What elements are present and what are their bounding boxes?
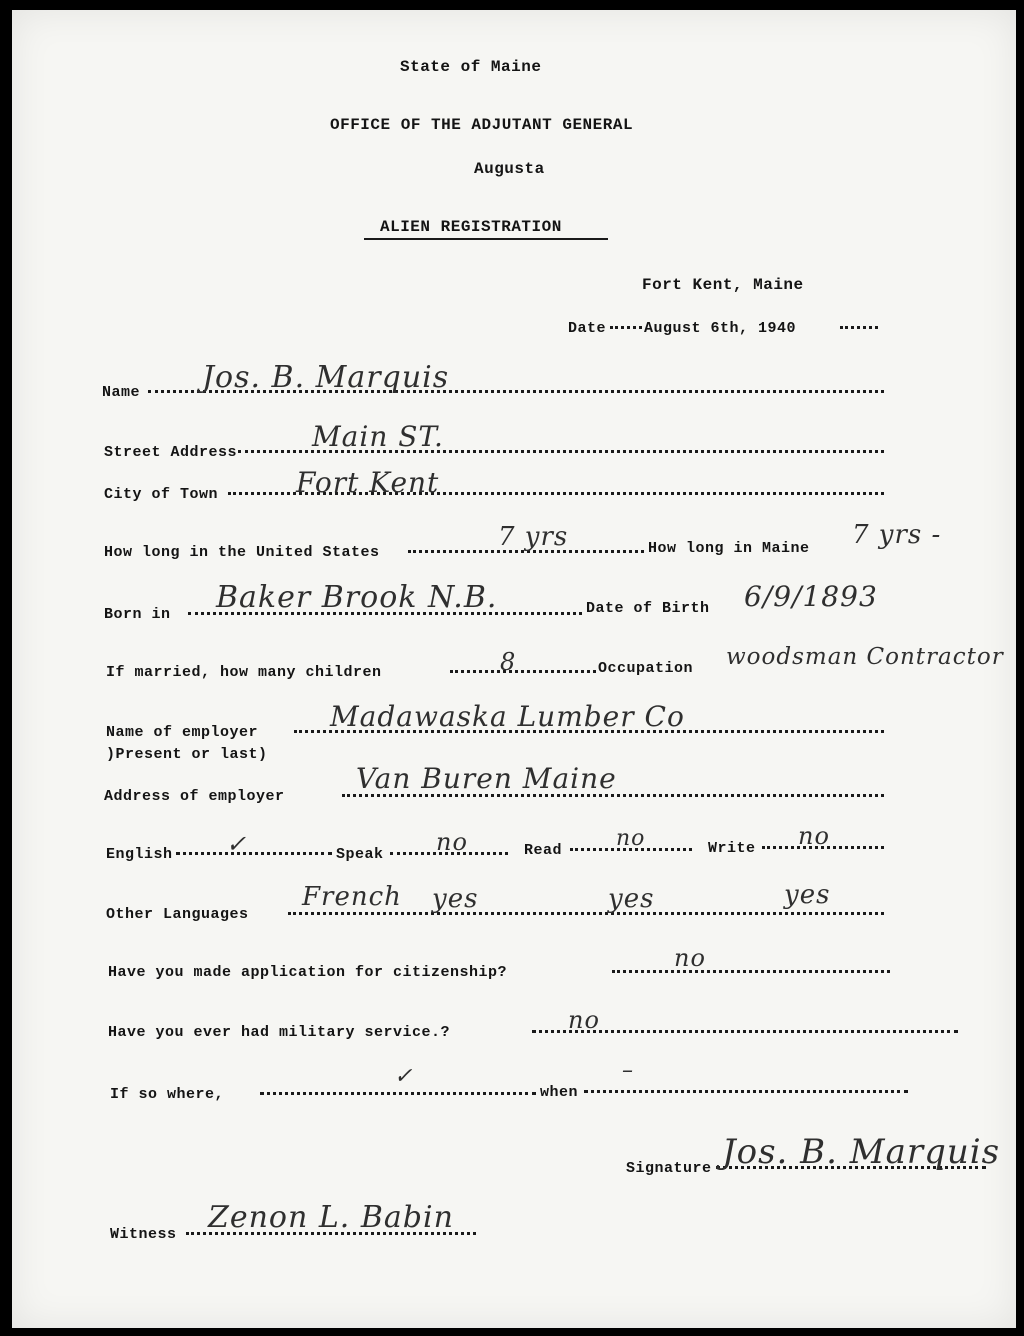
date-leader: [610, 326, 642, 329]
street-entry: Main ST.: [312, 420, 444, 453]
state-heading: State of Maine: [400, 58, 542, 76]
how-long-maine-entry: 7 yrs -: [852, 520, 942, 550]
date-of-birth-label: Date of Birth: [586, 600, 710, 617]
employer-note: )Present or last): [106, 746, 268, 763]
speak-label: Speak: [336, 846, 384, 863]
read-entry: no: [616, 826, 646, 851]
other-language-entry: French: [302, 882, 402, 912]
city-town-entry: Fort Kent: [296, 466, 440, 499]
children-dots: [450, 670, 596, 673]
form-title: ALIEN REGISTRATION: [380, 218, 562, 236]
occupation-label: Occupation: [598, 660, 694, 677]
military-entry: no: [568, 1006, 600, 1034]
how-long-us-entry: 7 yrs: [498, 522, 569, 552]
registration-form-page: [12, 10, 1016, 1328]
born-in-entry: Baker Brook N.B.: [216, 580, 498, 615]
if-married-label: If married, how many children: [106, 664, 382, 681]
witness-label: Witness: [110, 1226, 177, 1243]
location-line: Fort Kent, Maine: [642, 276, 804, 294]
military-label: Have you ever had military service.?: [108, 1024, 451, 1041]
children-entry: 8: [500, 648, 517, 676]
other-speak-entry: yes: [432, 884, 479, 914]
employer-label: Name of employer: [106, 724, 259, 741]
how-long-maine-label: How long in Maine: [648, 540, 810, 557]
street-label: Street Address: [104, 444, 238, 461]
write-entry: no: [798, 822, 830, 850]
english-entry: ✓: [226, 830, 248, 858]
citizenship-label: Have you made application for citizenship?: [108, 964, 508, 981]
city-heading: Augusta: [474, 160, 545, 178]
signature-label: Signature: [626, 1160, 712, 1177]
where-dots: [260, 1092, 536, 1095]
citizenship-dots: [612, 970, 890, 973]
other-write-entry: yes: [784, 880, 831, 910]
name-label: Name: [102, 384, 141, 401]
city-town-label: City of Town: [104, 486, 219, 503]
speak-entry: no: [436, 828, 468, 856]
write-label: Write: [708, 840, 756, 857]
when-dots: [584, 1090, 908, 1093]
read-label: Read: [524, 842, 563, 859]
born-in-label: Born in: [104, 606, 171, 623]
name-entry: Jos. B. Marquis: [202, 360, 450, 395]
english-label: English: [106, 846, 173, 863]
occupation-entry: woodsman Contractor: [726, 644, 1004, 670]
employer-address-entry: Van Buren Maine: [356, 762, 617, 795]
when-entry: –: [622, 1058, 634, 1083]
when-label: when: [540, 1084, 579, 1101]
english-dots: [176, 852, 332, 855]
other-languages-label: Other Languages: [106, 906, 249, 923]
citizenship-entry: no: [674, 944, 706, 972]
date-trailer: [840, 326, 878, 329]
signature-entry: Jos. B. Marquis: [722, 1132, 1001, 1172]
witness-entry: Zenon L. Babin: [208, 1200, 454, 1235]
date-label: Date: [568, 320, 607, 337]
other-read-entry: yes: [608, 884, 655, 914]
employer-address-label: Address of employer: [104, 788, 285, 805]
office-heading: OFFICE OF THE ADJUTANT GENERAL: [330, 116, 634, 134]
how-long-us-label: How long in the United States: [104, 544, 380, 561]
where-entry: ✓: [394, 1064, 414, 1089]
form-title-underline: [364, 238, 608, 240]
date-of-birth-entry: 6/9/1893: [744, 580, 878, 613]
other-languages-dots: [288, 912, 884, 915]
date-value: August 6th, 1940: [644, 320, 797, 337]
employer-entry: Madawaska Lumber Co: [330, 700, 685, 733]
if-so-where-label: If so where,: [110, 1086, 225, 1103]
